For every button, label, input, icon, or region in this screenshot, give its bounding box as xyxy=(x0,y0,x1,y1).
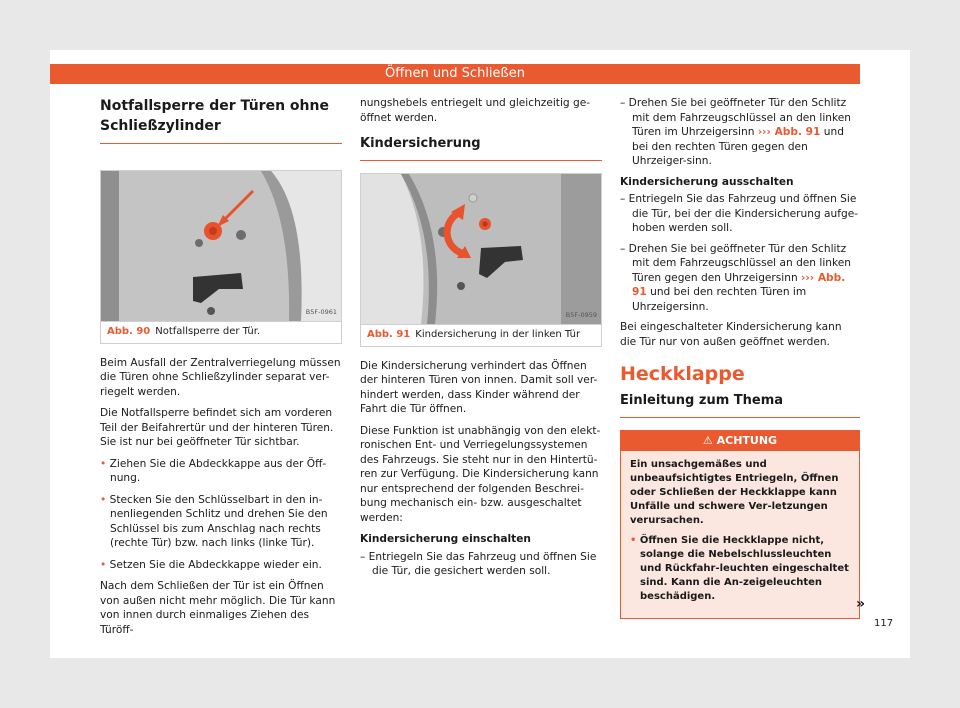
list-item xyxy=(100,493,342,551)
list-item-text: Öffnen Sie die Heckklappe nicht, solange die Nebelschlussleuchten und Rückfahr-leuchten eingeschaltet sind. Kann die An-zeigeleuchten beschädigen. xyxy=(639,535,849,602)
warning-paragraph: Ein unsachgemäßes und unbeaufsichtigtes Entriegeln, Öffnen oder Schließen der Heckklappe kann Unfälle und schwere Ver-letzungen verursachen. xyxy=(630,459,839,526)
warning-box xyxy=(620,430,860,620)
figure-91-label: Abb. 91 xyxy=(367,329,411,340)
list-item-text: Drehen Sie bei geöffneter Tür den Schlitz mit dem Fahrzeugschlüssel an den linken Türen im Uhrzeigersinn xyxy=(628,97,851,138)
list-item-text: und bei den rechten Türen gegen den Uhrzeiger-sinn. xyxy=(632,126,844,167)
list-item: – Entriegeln Sie das Fahrzeug und öffnen Sie die Tür, die gesichert werden soll. xyxy=(360,550,597,577)
figure-90-code: B5F-0961 xyxy=(305,307,337,316)
warning-body xyxy=(621,451,859,618)
figure-91-image xyxy=(361,174,601,324)
list-item: – Drehen Sie bei geöffneter Tür den Schlitz mit dem Fahrzeugschlüssel an den linken Türen gegen den Uhrzeigersinn ››› Abb. 91 und bei den rechten Türen im Uhrzeigersinn. xyxy=(620,242,851,313)
warning-triangle-icon: ⚠ xyxy=(702,433,717,447)
list-item-text: Setzen Sie die Abdeckkappe wieder ein. xyxy=(109,558,322,571)
warning-header xyxy=(621,431,859,452)
subheading: Kindersicherung einschalten xyxy=(360,533,531,545)
list-item-text: Ziehen Sie die Abdeckkappe aus der Öff-nung. xyxy=(109,457,327,484)
paragraph: Die Notfallsperre befindet sich am vorderen Teil der Beifahrertür und der hinteren Türen. Sie ist nur bei geöffneter Tür sichtbar. xyxy=(100,407,334,448)
section-title-heckklappe: Heckklappe xyxy=(620,363,745,385)
figure-90 xyxy=(100,170,342,344)
page-number: 117 xyxy=(874,618,894,629)
list-item xyxy=(100,558,342,573)
paragraph: Bei eingeschalteter Kindersicherung kann die Tür nur von außen geöffnet werden. xyxy=(620,321,842,348)
figure-90-image xyxy=(101,171,341,321)
section-heading-notfallsperre: Notfallsperre der Türen ohne Schließzylinder xyxy=(100,96,342,144)
column-1 xyxy=(100,96,342,644)
list-item-text: Drehen Sie bei geöffneter Tür den Schlitz mit dem Fahrzeugschlüssel an den linken Türen gegen den Uhrzeigersinn xyxy=(628,242,851,284)
figure-reference-link[interactable]: ››› Abb. 91 xyxy=(632,271,846,298)
continue-arrow-icon: » xyxy=(856,596,866,612)
list-item xyxy=(100,457,342,486)
bullet-icon: • xyxy=(100,493,110,506)
child-lock-illustration xyxy=(361,174,601,324)
bullet-icon: • xyxy=(630,535,640,546)
subheading: Kindersicherung ausschalten xyxy=(620,175,794,188)
list-item: – Drehen Sie bei geöffneter Tür den Schlitz mit dem Fahrzeugschlüssel an den linken Türen im Uhrzeigersinn ››› Abb. 91 und bei den rechten Türen gegen den Uhrzeiger-sinn. xyxy=(620,97,851,167)
list-item-text: Entriegeln Sie das Fahrzeug und öffnen Sie die Tür, die gesichert werden soll. xyxy=(368,550,597,577)
section-heading-kindersicherung: Kindersicherung xyxy=(360,135,602,161)
paragraph: Die Kindersicherung verhindert das Öffnen der hinteren Türen von innen. Damit soll ver-hindert werden, dass Kinder während der Fahrt die Tür öffnen. xyxy=(360,359,598,415)
figure-90-caption-text: Notfallsperre der Tür. xyxy=(155,326,261,337)
section-heading-einleitung: Einleitung zum Thema xyxy=(620,392,860,418)
paragraph: nungshebels entriegelt und gleichzeitig ge-öffnet werden. xyxy=(360,97,591,124)
list-item-text: Stecken Sie den Schlüsselbart in den in-nenliegenden Schlitz und drehen Sie den Schlüssel bis zum Anschlag nach rechts (rechte Tür) bzw. nach links (linke Tür). xyxy=(109,493,328,549)
column-2 xyxy=(360,96,602,585)
chapter-header: Öffnen und Schließen xyxy=(50,64,860,84)
paragraph: Nach dem Schließen der Tür ist ein Öffnen von außen nicht mehr möglich. Die Tür kann von innen durch einmaliges Ziehen des Türöff- xyxy=(100,580,336,636)
list-item-text: und bei den rechten Türen im Uhrzeigersinn. xyxy=(632,286,807,313)
door-emergency-lock-illustration xyxy=(101,171,341,321)
figure-91-caption xyxy=(361,324,601,346)
list-item-text: Entriegeln Sie das Fahrzeug und öffnen Sie die Tür, bei der die Kindersicherung aufge-hoben werden soll. xyxy=(628,193,859,234)
column-3 xyxy=(620,96,860,619)
list-item: – Entriegeln Sie das Fahrzeug und öffnen Sie die Tür, bei der die Kindersicherung aufge-hoben werden soll. xyxy=(620,193,859,234)
figure-reference-link[interactable]: ››› Abb. 91 xyxy=(757,126,821,138)
figure-91-code: B5F-0959 xyxy=(565,310,597,319)
paragraph: Diese Funktion ist unabhängig von den elekt-ronischen Ent- und Verriegelungssystemen des Fahrzeugs. Sie steht nur in den Hintertü-ren zur Verfügung. Die Kindersicherung kann nur entsprechend der folgenden Beschrei-bung mechanisch ein- bzw. ausgeschaltet werden: xyxy=(360,424,601,524)
figure-91-caption-text: Kindersicherung in der linken Tür xyxy=(415,329,581,340)
warning-list-item xyxy=(630,534,850,604)
figure-91 xyxy=(360,173,602,347)
paragraph: Beim Ausfall der Zentralverriegelung müssen die Türen ohne Schließzylinder separat ver-riegelt werden. xyxy=(100,356,341,398)
warning-title: ACHTUNG xyxy=(716,433,778,447)
bullet-icon: • xyxy=(100,558,110,571)
figure-90-label: Abb. 90 xyxy=(107,326,151,337)
bullet-icon: • xyxy=(100,457,110,470)
figure-90-caption xyxy=(101,321,341,343)
